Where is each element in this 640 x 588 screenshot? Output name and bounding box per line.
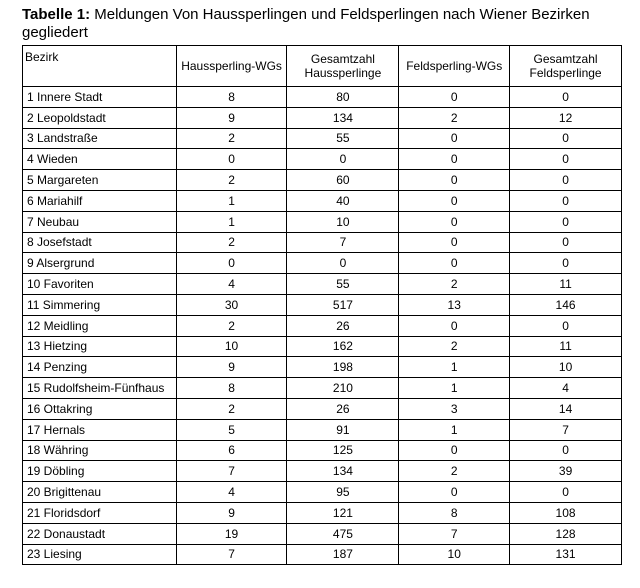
cell-bezirk: 21 Floridsdorf <box>23 502 177 523</box>
cell-feldsperling-wgs: 8 <box>399 502 510 523</box>
cell-bezirk: 2 Leopoldstadt <box>23 107 177 128</box>
cell-feldsperling-wgs: 7 <box>399 523 510 544</box>
cell-haussperling-wgs: 30 <box>176 294 287 315</box>
table-row <box>23 170 622 191</box>
cell-gesamtzahl-haussperlinge: 95 <box>287 482 399 503</box>
cell-gesamtzahl-feldsperlinge: 4 <box>510 378 622 399</box>
cell-bezirk: 8 Josefstadt <box>23 232 177 253</box>
table-row <box>23 149 622 170</box>
cell-gesamtzahl-feldsperlinge: 0 <box>510 232 622 253</box>
table-row <box>23 440 622 461</box>
table-row <box>23 357 622 378</box>
table-header-row <box>23 46 622 87</box>
cell-gesamtzahl-feldsperlinge: 0 <box>510 211 622 232</box>
table-row <box>23 128 622 149</box>
table-row <box>23 87 622 108</box>
cell-haussperling-wgs: 0 <box>176 149 287 170</box>
cell-gesamtzahl-haussperlinge: 40 <box>287 190 399 211</box>
cell-gesamtzahl-feldsperlinge: 7 <box>510 419 622 440</box>
table-row <box>23 211 622 232</box>
cell-bezirk: 15 Rudolfsheim-Fünfhaus <box>23 378 177 399</box>
header-bezirk: Bezirk <box>23 46 177 87</box>
cell-gesamtzahl-feldsperlinge: 128 <box>510 523 622 544</box>
cell-gesamtzahl-feldsperlinge: 108 <box>510 502 622 523</box>
cell-feldsperling-wgs: 0 <box>399 87 510 108</box>
cell-feldsperling-wgs: 0 <box>399 190 510 211</box>
table-row <box>23 253 622 274</box>
cell-bezirk: 14 Penzing <box>23 357 177 378</box>
cell-gesamtzahl-haussperlinge: 0 <box>287 253 399 274</box>
table-body <box>23 87 622 565</box>
cell-gesamtzahl-haussperlinge: 0 <box>287 149 399 170</box>
cell-feldsperling-wgs: 2 <box>399 336 510 357</box>
cell-haussperling-wgs: 4 <box>176 274 287 295</box>
cell-feldsperling-wgs: 0 <box>399 149 510 170</box>
cell-gesamtzahl-feldsperlinge: 0 <box>510 440 622 461</box>
cell-haussperling-wgs: 2 <box>176 398 287 419</box>
cell-bezirk: 13 Hietzing <box>23 336 177 357</box>
cell-gesamtzahl-feldsperlinge: 146 <box>510 294 622 315</box>
cell-gesamtzahl-haussperlinge: 198 <box>287 357 399 378</box>
cell-haussperling-wgs: 0 <box>176 253 287 274</box>
cell-feldsperling-wgs: 2 <box>399 461 510 482</box>
cell-bezirk: 3 Landstraße <box>23 128 177 149</box>
header-haussperling-wgs: Haussperling-WGs <box>176 46 287 87</box>
cell-bezirk: 7 Neubau <box>23 211 177 232</box>
cell-haussperling-wgs: 9 <box>176 502 287 523</box>
cell-feldsperling-wgs: 0 <box>399 128 510 149</box>
header-gesamtzahl-feldsperlinge: Gesamtzahl Feldsperlinge <box>510 46 622 87</box>
cell-feldsperling-wgs: 0 <box>399 170 510 191</box>
cell-gesamtzahl-haussperlinge: 10 <box>287 211 399 232</box>
cell-gesamtzahl-haussperlinge: 187 <box>287 544 399 565</box>
cell-gesamtzahl-feldsperlinge: 0 <box>510 315 622 336</box>
cell-gesamtzahl-feldsperlinge: 131 <box>510 544 622 565</box>
cell-feldsperling-wgs: 0 <box>399 211 510 232</box>
cell-gesamtzahl-feldsperlinge: 11 <box>510 274 622 295</box>
cell-gesamtzahl-feldsperlinge: 0 <box>510 149 622 170</box>
cell-bezirk: 17 Hernals <box>23 419 177 440</box>
cell-gesamtzahl-haussperlinge: 134 <box>287 107 399 128</box>
table-row <box>23 190 622 211</box>
cell-gesamtzahl-haussperlinge: 91 <box>287 419 399 440</box>
cell-feldsperling-wgs: 3 <box>399 398 510 419</box>
table-row <box>23 274 622 295</box>
cell-bezirk: 4 Wieden <box>23 149 177 170</box>
cell-gesamtzahl-feldsperlinge: 0 <box>510 482 622 503</box>
cell-gesamtzahl-feldsperlinge: 0 <box>510 190 622 211</box>
cell-haussperling-wgs: 8 <box>176 378 287 399</box>
cell-bezirk: 9 Alsergrund <box>23 253 177 274</box>
table-row <box>23 398 622 419</box>
cell-gesamtzahl-haussperlinge: 60 <box>287 170 399 191</box>
cell-bezirk: 6 Mariahilf <box>23 190 177 211</box>
cell-gesamtzahl-haussperlinge: 134 <box>287 461 399 482</box>
cell-gesamtzahl-feldsperlinge: 10 <box>510 357 622 378</box>
cell-gesamtzahl-feldsperlinge: 11 <box>510 336 622 357</box>
cell-bezirk: 19 Döbling <box>23 461 177 482</box>
table-row <box>23 232 622 253</box>
cell-bezirk: 11 Simmering <box>23 294 177 315</box>
cell-bezirk: 18 Währing <box>23 440 177 461</box>
table-row <box>23 419 622 440</box>
table-row <box>23 502 622 523</box>
cell-gesamtzahl-feldsperlinge: 0 <box>510 170 622 191</box>
cell-feldsperling-wgs: 0 <box>399 232 510 253</box>
cell-haussperling-wgs: 2 <box>176 232 287 253</box>
table-caption <box>22 6 622 42</box>
cell-feldsperling-wgs: 1 <box>399 357 510 378</box>
cell-gesamtzahl-feldsperlinge: 0 <box>510 253 622 274</box>
table-row <box>23 294 622 315</box>
cell-gesamtzahl-haussperlinge: 162 <box>287 336 399 357</box>
cell-gesamtzahl-haussperlinge: 55 <box>287 274 399 295</box>
cell-bezirk: 20 Brigittenau <box>23 482 177 503</box>
cell-gesamtzahl-haussperlinge: 210 <box>287 378 399 399</box>
cell-haussperling-wgs: 6 <box>176 440 287 461</box>
cell-haussperling-wgs: 4 <box>176 482 287 503</box>
cell-feldsperling-wgs: 13 <box>399 294 510 315</box>
cell-bezirk: 16 Ottakring <box>23 398 177 419</box>
caption-text: Meldungen Von Haussperlingen und Feldsperlingen nach Wiener Bezirken gegliedert <box>22 6 590 41</box>
cell-bezirk: 10 Favoriten <box>23 274 177 295</box>
table-row <box>23 315 622 336</box>
cell-bezirk: 5 Margareten <box>23 170 177 191</box>
cell-haussperling-wgs: 7 <box>176 544 287 565</box>
cell-feldsperling-wgs: 0 <box>399 315 510 336</box>
bezirke-table <box>22 45 622 565</box>
cell-gesamtzahl-haussperlinge: 517 <box>287 294 399 315</box>
cell-feldsperling-wgs: 2 <box>399 107 510 128</box>
table-row <box>23 378 622 399</box>
cell-gesamtzahl-feldsperlinge: 12 <box>510 107 622 128</box>
cell-feldsperling-wgs: 0 <box>399 440 510 461</box>
cell-gesamtzahl-haussperlinge: 80 <box>287 87 399 108</box>
caption-label: Tabelle 1: <box>22 6 91 23</box>
cell-haussperling-wgs: 1 <box>176 211 287 232</box>
header-feldsperling-wgs: Feldsperling-WGs <box>399 46 510 87</box>
cell-bezirk: 1 Innere Stadt <box>23 87 177 108</box>
cell-gesamtzahl-feldsperlinge: 0 <box>510 128 622 149</box>
header-gesamtzahl-haussperlinge: Gesamtzahl Haussperlinge <box>287 46 399 87</box>
cell-haussperling-wgs: 19 <box>176 523 287 544</box>
cell-haussperling-wgs: 9 <box>176 357 287 378</box>
cell-bezirk: 22 Donaustadt <box>23 523 177 544</box>
cell-gesamtzahl-feldsperlinge: 0 <box>510 87 622 108</box>
table-row <box>23 461 622 482</box>
table-row <box>23 107 622 128</box>
cell-gesamtzahl-haussperlinge: 7 <box>287 232 399 253</box>
cell-feldsperling-wgs: 0 <box>399 253 510 274</box>
table-row <box>23 482 622 503</box>
cell-haussperling-wgs: 2 <box>176 128 287 149</box>
cell-gesamtzahl-feldsperlinge: 14 <box>510 398 622 419</box>
cell-haussperling-wgs: 8 <box>176 87 287 108</box>
cell-gesamtzahl-haussperlinge: 26 <box>287 398 399 419</box>
cell-feldsperling-wgs: 2 <box>399 274 510 295</box>
cell-bezirk: 12 Meidling <box>23 315 177 336</box>
cell-haussperling-wgs: 9 <box>176 107 287 128</box>
cell-gesamtzahl-haussperlinge: 55 <box>287 128 399 149</box>
cell-gesamtzahl-haussperlinge: 475 <box>287 523 399 544</box>
table-row <box>23 336 622 357</box>
cell-gesamtzahl-haussperlinge: 121 <box>287 502 399 523</box>
cell-haussperling-wgs: 7 <box>176 461 287 482</box>
cell-gesamtzahl-feldsperlinge: 39 <box>510 461 622 482</box>
cell-gesamtzahl-haussperlinge: 26 <box>287 315 399 336</box>
cell-feldsperling-wgs: 10 <box>399 544 510 565</box>
cell-gesamtzahl-haussperlinge: 125 <box>287 440 399 461</box>
cell-feldsperling-wgs: 0 <box>399 482 510 503</box>
cell-feldsperling-wgs: 1 <box>399 378 510 399</box>
cell-haussperling-wgs: 5 <box>176 419 287 440</box>
cell-feldsperling-wgs: 1 <box>399 419 510 440</box>
table-row <box>23 523 622 544</box>
cell-bezirk: 23 Liesing <box>23 544 177 565</box>
cell-haussperling-wgs: 2 <box>176 170 287 191</box>
cell-haussperling-wgs: 2 <box>176 315 287 336</box>
cell-haussperling-wgs: 1 <box>176 190 287 211</box>
table-row <box>23 544 622 565</box>
cell-haussperling-wgs: 10 <box>176 336 287 357</box>
